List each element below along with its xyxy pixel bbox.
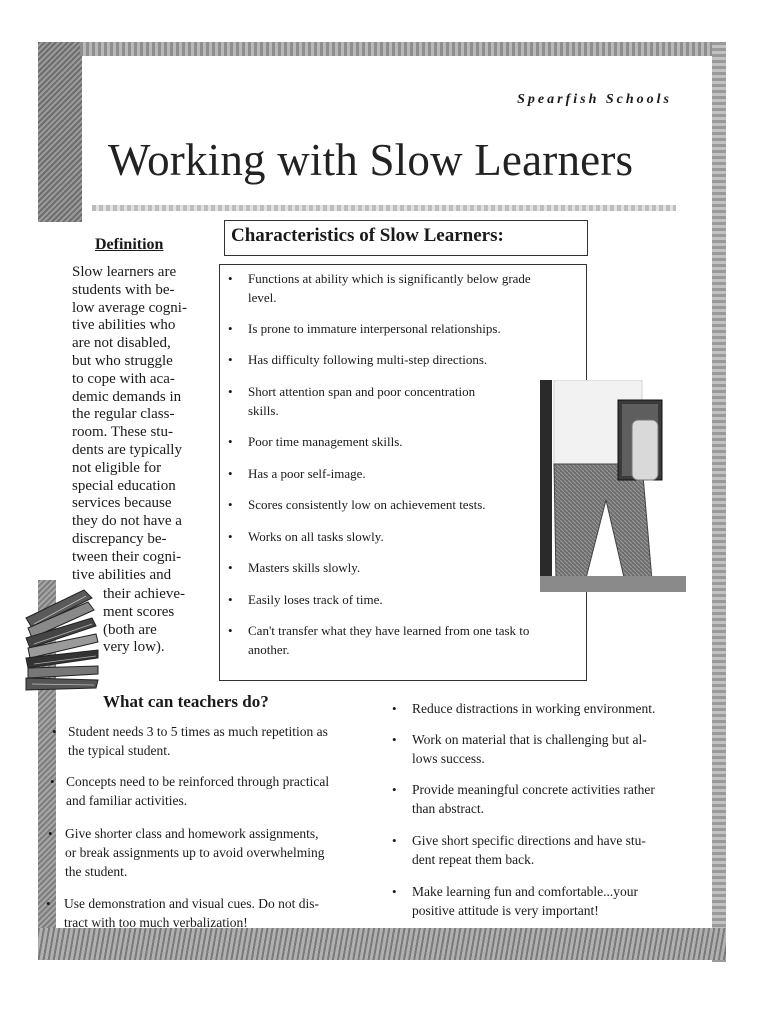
definition-line: the regular class- <box>72 406 175 423</box>
definition-line: dents are typically <box>72 441 182 458</box>
bullet-icon: • <box>392 782 397 797</box>
definition-line: not eligible for <box>72 459 162 476</box>
definition-line: demic demands in <box>72 388 182 405</box>
list-item <box>220 432 565 451</box>
list-item <box>392 780 722 818</box>
characteristics-title-box <box>224 220 588 256</box>
bullet-icon: • <box>392 701 397 716</box>
list-item <box>220 621 565 659</box>
list-item-text: Student needs 3 to 5 times as much repetition as <box>68 724 328 739</box>
list-item-text: or break assignments up to avoid overwhelming <box>65 845 325 860</box>
list-item-text: Functions at ability which is significantly below grade <box>248 271 531 286</box>
definition-line: services because <box>72 495 172 512</box>
definition-line: discrepancy be- <box>72 530 167 547</box>
definition-line: are not disabled, <box>72 335 171 352</box>
scan-shadow-left <box>38 42 82 222</box>
list-item-text: and familiar activities. <box>66 793 188 808</box>
bullet-icon: • <box>392 884 397 899</box>
definition-line: students with be- <box>72 281 175 298</box>
list-item-text: Short attention span and poor concentration <box>248 384 476 399</box>
definition-line: to cope with aca- <box>72 370 175 387</box>
definition-line: (both are <box>103 621 157 638</box>
list-item-text: Concepts need to be reinforced through practical <box>66 774 330 789</box>
scan-shadow-bottom <box>38 928 726 960</box>
list-item-text: Use demonstration and visual cues. Do not dis- <box>64 896 319 911</box>
list-item-text: Has a poor self-image. <box>248 466 366 481</box>
list-item-text: Poor time management skills. <box>248 434 403 449</box>
definition-body-continued <box>103 586 213 657</box>
bullet-icon: • <box>228 560 233 575</box>
definition-line: tive abilities who <box>72 317 176 334</box>
list-item <box>220 527 565 546</box>
list-item <box>52 722 398 760</box>
definition-line: very low). <box>103 639 165 656</box>
title-divider <box>92 205 676 211</box>
list-item-text: lows success. <box>412 751 485 766</box>
bullet-icon: • <box>48 826 53 841</box>
list-item <box>220 464 565 483</box>
list-item-text: positive attitude is very important! <box>412 903 599 918</box>
bullet-icon: • <box>46 896 51 911</box>
list-item-text: dent repeat them back. <box>412 852 535 867</box>
definition-line: but who struggle <box>72 352 173 369</box>
list-item <box>46 894 394 932</box>
list-item <box>392 831 722 869</box>
list-item-text: Give short specific directions and have stu- <box>412 833 646 848</box>
school-name: Spearfish Schools <box>517 92 672 107</box>
list-item <box>220 558 565 577</box>
bullet-icon: • <box>392 732 397 747</box>
definition-line: low average cogni- <box>72 299 187 316</box>
definition-line: special education <box>72 477 176 494</box>
list-item-text: Can't transfer what they have learned from one task to <box>248 623 530 638</box>
definition-line: ment scores <box>103 603 175 620</box>
bullet-icon: • <box>228 384 233 399</box>
list-item <box>220 269 565 307</box>
bullet-icon: • <box>228 321 233 336</box>
list-item <box>220 495 565 514</box>
definition-body <box>72 264 218 584</box>
bullet-icon: • <box>228 529 233 544</box>
list-item-text: Masters skills slowly. <box>248 560 361 575</box>
list-item-text: Make learning fun and comfortable...your <box>412 884 639 899</box>
list-item-text: Give shorter class and homework assignments, <box>65 826 319 841</box>
definition-line: tive abilities and <box>72 566 172 583</box>
bullet-icon: • <box>228 434 233 449</box>
characteristics-title: Characteristics of Slow Learners: <box>231 225 504 246</box>
list-item-text: than abstract. <box>412 801 484 816</box>
list-item-text: the typical student. <box>68 743 171 758</box>
definition-line: their achieve- <box>103 586 186 602</box>
list-item <box>50 772 396 810</box>
student-photo <box>540 380 686 592</box>
list-item-text: Provide meaningful concrete activities rather <box>412 782 655 797</box>
scan-shadow-right <box>712 42 726 962</box>
list-item-text: Reduce distractions in working environment. <box>412 701 656 716</box>
list-item-text: Has difficulty following multi-step directions. <box>248 352 488 367</box>
definition-line: tween their cogni- <box>72 548 182 565</box>
page-title: Working with Slow Learners <box>108 135 634 185</box>
bullet-icon: • <box>228 623 233 638</box>
definition-line: room. These stu- <box>72 424 173 441</box>
list-item-text: level. <box>248 290 277 305</box>
list-item-text: Easily loses track of time. <box>248 592 383 607</box>
list-item-text: another. <box>248 642 290 657</box>
list-item-text: skills. <box>248 403 279 418</box>
bullet-icon: • <box>50 774 55 789</box>
list-item-text: tract with too much verbalization! <box>64 915 248 930</box>
list-item <box>392 882 722 920</box>
list-item-text: the student. <box>65 864 128 879</box>
bullet-icon: • <box>228 271 233 286</box>
definition-heading: Definition <box>95 236 164 253</box>
list-item <box>220 350 565 369</box>
bullet-icon: • <box>228 592 233 607</box>
books-icon <box>22 588 104 696</box>
bullet-icon: • <box>52 724 57 739</box>
list-item <box>220 319 565 338</box>
scan-shadow-top <box>80 42 725 56</box>
characteristics-list-box <box>219 264 587 681</box>
bullet-icon: • <box>228 466 233 481</box>
list-item <box>392 730 722 768</box>
list-item-text: Works on all tasks slowly. <box>248 529 384 544</box>
list-item-text: Work on material that is challenging but al- <box>412 732 647 747</box>
list-item-text: Scores consistently low on achievement tests. <box>248 497 486 512</box>
definition-line: Slow learners are <box>72 264 177 280</box>
definition-line: they do not have a <box>72 513 182 530</box>
list-item <box>392 699 722 718</box>
list-item <box>48 824 395 881</box>
list-item <box>220 590 565 609</box>
teachers-heading: What can teachers do? <box>103 692 269 711</box>
bullet-icon: • <box>228 352 233 367</box>
list-item <box>220 382 565 420</box>
bullet-icon: • <box>392 833 397 848</box>
list-item-text: Is prone to immature interpersonal relationships. <box>248 321 501 336</box>
bullet-icon: • <box>228 497 233 512</box>
